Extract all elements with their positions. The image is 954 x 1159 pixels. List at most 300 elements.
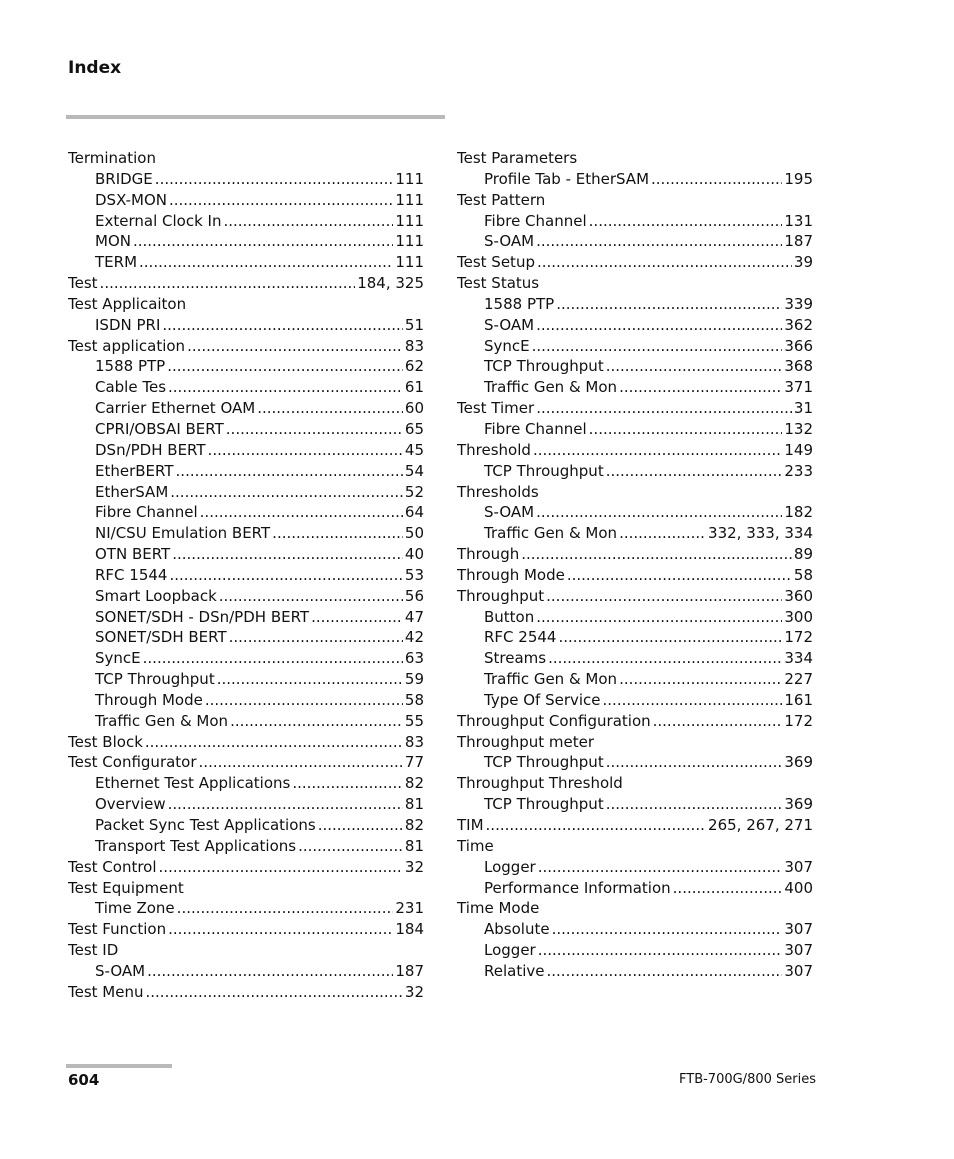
index-page-ref: 300 bbox=[784, 607, 813, 626]
dot-leader bbox=[589, 211, 783, 232]
index-subentry bbox=[68, 690, 424, 711]
dot-leader bbox=[159, 857, 403, 878]
index-subentry bbox=[457, 336, 813, 357]
index-term: Traffic Gen & Mon bbox=[95, 711, 229, 730]
index-subentry bbox=[68, 482, 424, 503]
dot-leader bbox=[619, 523, 706, 544]
index-page-ref: 369 bbox=[784, 795, 813, 814]
dot-leader bbox=[172, 544, 403, 565]
index-term: Test Control bbox=[68, 857, 157, 876]
index-subentry bbox=[457, 377, 813, 398]
dot-leader bbox=[558, 627, 782, 648]
index-term: SONET/SDH BERT bbox=[95, 628, 227, 647]
index-entry bbox=[457, 711, 813, 732]
index-term: TCP Throughput bbox=[484, 461, 604, 480]
index-page-ref: 366 bbox=[784, 336, 813, 355]
footer-divider bbox=[66, 1064, 172, 1068]
index-page-ref: 111 bbox=[395, 169, 424, 188]
index-entry bbox=[68, 336, 424, 357]
index-subentry bbox=[457, 231, 813, 252]
index-page-ref: 184, 325 bbox=[357, 274, 424, 293]
index-entry bbox=[457, 815, 813, 836]
index-page-ref: 45 bbox=[404, 440, 424, 459]
dot-leader bbox=[292, 773, 403, 794]
dot-leader bbox=[226, 419, 403, 440]
index-subentry bbox=[68, 231, 424, 252]
index-page-ref: 56 bbox=[404, 586, 424, 605]
index-term: Threshold bbox=[457, 440, 531, 459]
index-subentry bbox=[68, 544, 424, 565]
dot-leader bbox=[521, 544, 792, 565]
index-subentry bbox=[457, 523, 813, 544]
index-page-ref: 47 bbox=[404, 607, 424, 626]
index-term: Termination bbox=[68, 149, 156, 167]
dot-leader bbox=[272, 523, 403, 544]
index-term: Test Pattern bbox=[457, 190, 546, 209]
index-subentry bbox=[68, 440, 424, 461]
index-term: Test ID bbox=[68, 941, 119, 960]
dot-leader bbox=[139, 252, 393, 273]
dot-leader bbox=[538, 940, 783, 961]
index-page-ref: 64 bbox=[404, 503, 424, 522]
dot-leader bbox=[223, 211, 393, 232]
index-term: Test Menu bbox=[68, 982, 144, 1001]
index-entry bbox=[457, 190, 813, 211]
index-term: DSX-MON bbox=[95, 190, 167, 209]
dot-leader bbox=[589, 419, 783, 440]
index-term: DSn/PDH BERT bbox=[95, 440, 206, 459]
index-entry bbox=[457, 732, 813, 753]
index-term: TCP Throughput bbox=[484, 357, 604, 376]
index-term: BRIDGE bbox=[95, 169, 153, 188]
index-subentry bbox=[68, 461, 424, 482]
index-subentry bbox=[68, 356, 424, 377]
index-term: Type Of Service bbox=[484, 690, 601, 709]
dot-leader bbox=[168, 794, 403, 815]
index-page-ref: 111 bbox=[395, 211, 424, 230]
dot-leader bbox=[230, 711, 403, 732]
index-subentry bbox=[68, 794, 424, 815]
index-term: Throughput Threshold bbox=[457, 774, 623, 793]
index-page-ref: 131 bbox=[784, 211, 813, 230]
index-page-ref: 63 bbox=[404, 649, 424, 668]
dot-leader bbox=[143, 648, 403, 669]
index-page-ref: 111 bbox=[395, 253, 424, 272]
index-subentry bbox=[68, 648, 424, 669]
index-term: SyncE bbox=[95, 649, 141, 668]
dot-leader bbox=[673, 878, 783, 899]
dot-leader bbox=[536, 315, 782, 336]
index-entry bbox=[457, 252, 813, 273]
dot-leader bbox=[208, 440, 403, 461]
index-page-ref: 54 bbox=[404, 461, 424, 480]
index-term: Throughput meter bbox=[457, 732, 595, 751]
index-term: Traffic Gen & Mon bbox=[484, 670, 618, 689]
index-term: Performance Information bbox=[484, 878, 671, 897]
dot-leader bbox=[155, 169, 394, 190]
index-subentry bbox=[68, 961, 424, 982]
index-term: TERM bbox=[95, 253, 138, 272]
index-term: Cable Tes bbox=[95, 378, 167, 397]
index-page-ref: 55 bbox=[404, 711, 424, 730]
index-term: Logger bbox=[484, 941, 536, 960]
index-subentry bbox=[457, 878, 813, 899]
index-term: Test Equipment bbox=[68, 878, 184, 897]
index-subentry bbox=[68, 836, 424, 857]
index-page-ref: 82 bbox=[404, 816, 424, 834]
dot-leader bbox=[168, 377, 403, 398]
index-page-ref: 51 bbox=[404, 315, 424, 334]
index-subentry bbox=[457, 857, 813, 878]
index-page-ref: 233 bbox=[784, 461, 813, 480]
dot-leader bbox=[603, 690, 783, 711]
index-page-ref: 81 bbox=[404, 836, 424, 855]
dot-leader bbox=[619, 377, 782, 398]
dot-leader bbox=[606, 794, 783, 815]
index-subentry bbox=[68, 419, 424, 440]
index-page-ref: 52 bbox=[404, 482, 424, 501]
index-page-ref: 334 bbox=[784, 649, 813, 668]
dot-leader bbox=[169, 190, 393, 211]
index-page-ref: 58 bbox=[404, 690, 424, 709]
index-page-ref: 362 bbox=[784, 315, 813, 334]
index-page-ref: 40 bbox=[404, 545, 424, 564]
index-term: Smart Loopback bbox=[95, 586, 217, 605]
dot-leader bbox=[168, 919, 393, 940]
index-subentry bbox=[457, 648, 813, 669]
index-page-ref: 111 bbox=[395, 232, 424, 251]
index-page-ref: 59 bbox=[404, 670, 424, 689]
dot-leader bbox=[546, 586, 782, 607]
index-term: Fibre Channel bbox=[95, 503, 198, 522]
dot-leader bbox=[162, 315, 403, 336]
index-page-ref: 307 bbox=[784, 961, 813, 980]
index-term: Fibre Channel bbox=[484, 419, 587, 438]
index-term: Packet Sync Test Applications bbox=[95, 816, 316, 834]
index-page-ref: 307 bbox=[784, 857, 813, 876]
dot-leader bbox=[606, 461, 783, 482]
dot-leader bbox=[176, 461, 403, 482]
index-term: Through Mode bbox=[95, 690, 203, 709]
index-entry bbox=[457, 398, 813, 419]
dot-leader bbox=[199, 752, 403, 773]
dot-leader bbox=[167, 356, 403, 377]
dot-leader bbox=[100, 273, 356, 294]
index-page-ref: 81 bbox=[404, 795, 424, 814]
index-term: Streams bbox=[484, 649, 547, 668]
index-term: SONET/SDH - DSn/PDH BERT bbox=[95, 607, 310, 626]
dot-leader bbox=[298, 836, 403, 857]
index-page-ref: 39 bbox=[793, 253, 813, 272]
index-subentry bbox=[68, 669, 424, 690]
index-term: Time Mode bbox=[457, 899, 540, 918]
index-entry bbox=[68, 294, 424, 315]
index-page-ref: 32 bbox=[404, 982, 424, 1001]
index-page-ref: 265, 267, 271 bbox=[708, 816, 813, 834]
dot-leader bbox=[170, 482, 403, 503]
index-column-right bbox=[457, 148, 813, 982]
index-term: Throughput Configuration bbox=[457, 711, 651, 730]
dot-leader bbox=[169, 565, 402, 586]
index-term: TCP Throughput bbox=[484, 795, 604, 814]
index-entry bbox=[457, 898, 813, 919]
index-term: Test Block bbox=[68, 732, 143, 751]
index-subentry bbox=[457, 211, 813, 232]
dot-leader bbox=[177, 898, 394, 919]
index-subentry bbox=[457, 356, 813, 377]
page-title: Index bbox=[68, 58, 122, 78]
dot-leader bbox=[147, 961, 393, 982]
index-term: Through bbox=[457, 545, 520, 564]
index-page-ref: 58 bbox=[793, 565, 813, 584]
index-page-ref: 360 bbox=[784, 586, 813, 605]
index-page-ref: 31 bbox=[793, 399, 813, 418]
index-subentry bbox=[457, 669, 813, 690]
index-page-ref: 82 bbox=[404, 774, 424, 793]
index-page-ref: 132 bbox=[784, 419, 813, 438]
index-entry bbox=[68, 878, 424, 899]
index-subentry bbox=[68, 502, 424, 523]
index-term: Through Mode bbox=[457, 565, 565, 584]
index-page-ref: 83 bbox=[404, 336, 424, 355]
index-entry bbox=[457, 773, 813, 794]
dot-leader bbox=[536, 502, 782, 523]
dot-leader bbox=[229, 627, 403, 648]
index-entry bbox=[68, 752, 424, 773]
index-page-ref: 182 bbox=[784, 503, 813, 522]
dot-leader bbox=[653, 711, 783, 732]
index-term: Test Setup bbox=[457, 253, 535, 272]
index-term: Throughput bbox=[457, 586, 545, 605]
dot-leader bbox=[533, 440, 782, 461]
index-subentry bbox=[68, 398, 424, 419]
index-subentry bbox=[68, 711, 424, 732]
index-page-ref: 339 bbox=[784, 294, 813, 313]
index-subentry bbox=[457, 690, 813, 711]
dot-leader bbox=[651, 169, 782, 190]
index-subentry bbox=[68, 315, 424, 336]
index-page-ref: 60 bbox=[404, 399, 424, 418]
index-page-ref: 61 bbox=[404, 378, 424, 397]
dot-leader bbox=[532, 336, 783, 357]
dot-leader bbox=[187, 336, 403, 357]
index-entry bbox=[457, 586, 813, 607]
index-term: 1588 PTP bbox=[484, 294, 555, 313]
index-subentry bbox=[457, 419, 813, 440]
dot-leader bbox=[552, 919, 783, 940]
dot-leader bbox=[538, 857, 783, 878]
dot-leader bbox=[536, 398, 792, 419]
index-page-ref: 307 bbox=[784, 920, 813, 939]
index-page-ref: 172 bbox=[784, 628, 813, 647]
index-page-ref: 62 bbox=[404, 357, 424, 376]
index-entry bbox=[68, 982, 424, 1003]
index-entry bbox=[68, 857, 424, 878]
index-subentry bbox=[68, 169, 424, 190]
index-term: S-OAM bbox=[484, 315, 535, 334]
index-subentry bbox=[68, 815, 424, 836]
index-subentry bbox=[68, 211, 424, 232]
index-subentry bbox=[457, 294, 813, 315]
index-term: Test Parameters bbox=[457, 149, 578, 167]
index-term: Ethernet Test Applications bbox=[95, 774, 291, 793]
dot-leader bbox=[536, 231, 782, 252]
index-term: Test Status bbox=[457, 274, 540, 293]
index-entry bbox=[68, 919, 424, 940]
index-subentry bbox=[457, 919, 813, 940]
index-term: TCP Throughput bbox=[95, 670, 215, 689]
index-page-ref: 172 bbox=[784, 711, 813, 730]
index-term: SyncE bbox=[484, 336, 530, 355]
index-page-ref: 187 bbox=[784, 232, 813, 251]
index-page-ref: 195 bbox=[784, 169, 813, 188]
index-page-ref: 400 bbox=[784, 878, 813, 897]
index-page-ref: 231 bbox=[395, 899, 424, 918]
index-entry bbox=[68, 732, 424, 753]
dot-leader bbox=[606, 356, 783, 377]
dot-leader bbox=[537, 252, 792, 273]
index-column-left bbox=[68, 148, 424, 1003]
index-term: Absolute bbox=[484, 920, 550, 939]
dot-leader bbox=[619, 669, 782, 690]
index-entry bbox=[68, 940, 424, 961]
index-subentry bbox=[68, 773, 424, 794]
index-term: Overview bbox=[95, 795, 166, 814]
index-page-ref: 111 bbox=[395, 190, 424, 209]
dot-leader bbox=[536, 607, 782, 628]
index-page-ref: 32 bbox=[404, 857, 424, 876]
index-entry bbox=[457, 544, 813, 565]
dot-leader bbox=[548, 648, 782, 669]
index-term: Logger bbox=[484, 857, 536, 876]
dot-leader bbox=[200, 502, 403, 523]
index-page-ref: 332, 333, 334 bbox=[708, 524, 813, 543]
index-subentry bbox=[68, 898, 424, 919]
index-entry bbox=[457, 836, 813, 857]
dot-leader bbox=[133, 231, 393, 252]
index-entry bbox=[457, 273, 813, 294]
dot-leader bbox=[217, 669, 403, 690]
index-page-ref: 77 bbox=[404, 753, 424, 772]
index-term: CPRI/OBSAI BERT bbox=[95, 419, 224, 438]
index-subentry bbox=[68, 523, 424, 544]
index-page-ref: 53 bbox=[404, 565, 424, 584]
dot-leader bbox=[145, 732, 403, 753]
index-subentry bbox=[68, 565, 424, 586]
index-entry bbox=[457, 440, 813, 461]
index-term: Test Configurator bbox=[68, 753, 197, 772]
index-subentry bbox=[457, 315, 813, 336]
index-subentry bbox=[457, 752, 813, 773]
dot-leader bbox=[311, 607, 403, 628]
header-divider bbox=[66, 115, 445, 119]
index-term: Test Function bbox=[68, 920, 167, 939]
index-entry bbox=[457, 482, 813, 503]
index-entry bbox=[457, 148, 813, 169]
index-subentry bbox=[457, 961, 813, 982]
index-page-ref: 42 bbox=[404, 628, 424, 647]
index-subentry bbox=[457, 607, 813, 628]
index-term: Test Timer bbox=[457, 399, 535, 418]
index-page-ref: 50 bbox=[404, 524, 424, 543]
index-subentry bbox=[457, 461, 813, 482]
index-page-ref: 65 bbox=[404, 419, 424, 438]
index-term: OTN BERT bbox=[95, 545, 171, 564]
index-page-ref: 307 bbox=[784, 941, 813, 960]
index-term: Traffic Gen & Mon bbox=[484, 524, 618, 543]
index-term: Thresholds bbox=[457, 482, 539, 501]
index-subentry bbox=[68, 190, 424, 211]
dot-leader bbox=[318, 815, 403, 836]
index-subentry bbox=[68, 252, 424, 273]
index-term: EtherBERT bbox=[95, 461, 174, 480]
index-subentry bbox=[457, 627, 813, 648]
page-number: 604 bbox=[68, 1071, 100, 1089]
index-term: Time Zone bbox=[95, 899, 175, 918]
index-term: Button bbox=[484, 607, 535, 626]
index-page-ref: 187 bbox=[395, 961, 424, 980]
index-subentry bbox=[68, 627, 424, 648]
index-term: S-OAM bbox=[484, 232, 535, 251]
dot-leader bbox=[219, 586, 403, 607]
dot-leader bbox=[556, 294, 782, 315]
index-term: EtherSAM bbox=[95, 482, 169, 501]
dot-leader bbox=[606, 752, 783, 773]
index-term: Test Applicaiton bbox=[68, 294, 187, 313]
index-page-ref: 227 bbox=[784, 670, 813, 689]
dot-leader bbox=[486, 815, 707, 836]
index-term: NI/CSU Emulation BERT bbox=[95, 524, 271, 543]
index-page-ref: 371 bbox=[784, 378, 813, 397]
index-entry bbox=[457, 565, 813, 586]
index-term: RFC 2544 bbox=[484, 628, 557, 647]
index-term: Traffic Gen & Mon bbox=[484, 378, 618, 397]
index-term: MON bbox=[95, 232, 131, 251]
index-term: Test bbox=[68, 274, 98, 293]
index-page-ref: 161 bbox=[784, 690, 813, 709]
index-subentry bbox=[457, 794, 813, 815]
index-subentry bbox=[68, 377, 424, 398]
index-page-ref: 184 bbox=[395, 920, 424, 939]
index-term: External Clock In bbox=[95, 211, 222, 230]
index-term: RFC 1544 bbox=[95, 565, 168, 584]
index-term: Profile Tab - EtherSAM bbox=[484, 169, 650, 188]
product-name: FTB-700G/800 Series bbox=[679, 1072, 816, 1087]
index-term: TCP Throughput bbox=[484, 753, 604, 772]
index-entry bbox=[68, 273, 424, 294]
index-term: S-OAM bbox=[95, 961, 146, 980]
index-term: TIM bbox=[457, 816, 484, 834]
dot-leader bbox=[257, 398, 403, 419]
dot-leader bbox=[205, 690, 403, 711]
index-subentry bbox=[457, 502, 813, 523]
index-page-ref: 149 bbox=[784, 440, 813, 459]
dot-leader bbox=[146, 982, 403, 1003]
index-term: Carrier Ethernet OAM bbox=[95, 399, 256, 418]
index-subentry bbox=[68, 607, 424, 628]
index-term: Fibre Channel bbox=[484, 211, 587, 230]
index-term: Relative bbox=[484, 961, 545, 980]
index-page-ref: 368 bbox=[784, 357, 813, 376]
index-term: Transport Test Applications bbox=[95, 836, 297, 855]
index-term: S-OAM bbox=[484, 503, 535, 522]
index-subentry bbox=[68, 586, 424, 607]
index-page-ref: 83 bbox=[404, 732, 424, 751]
index-term: Test application bbox=[68, 336, 186, 355]
index-subentry bbox=[457, 169, 813, 190]
index-term: 1588 PTP bbox=[95, 357, 166, 376]
index-subentry bbox=[457, 940, 813, 961]
